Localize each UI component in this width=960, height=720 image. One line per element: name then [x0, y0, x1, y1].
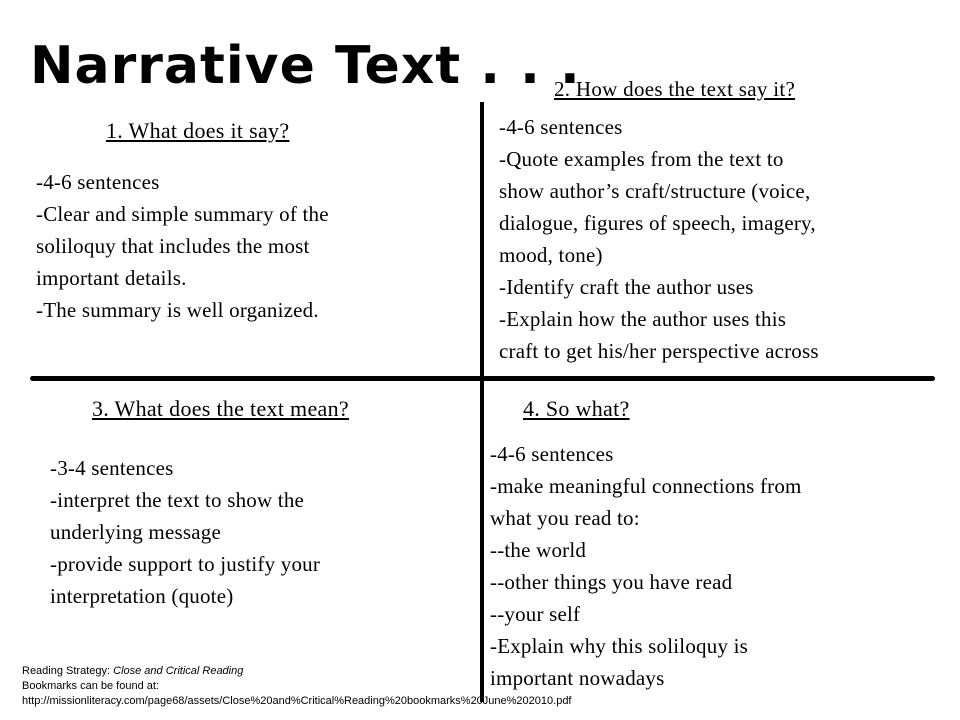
q1-line: -The summary is well organized. [36, 298, 319, 322]
footer [22, 664, 572, 709]
q3-line: interpretation (quote) [50, 584, 234, 608]
q2-heading: 2. How does the text say it? [554, 77, 796, 101]
q3-heading: 3. What does the text mean? [92, 396, 349, 421]
q1-line: important details. [36, 266, 187, 290]
footer-strategy-label: Reading Strategy: [22, 665, 111, 677]
q1-body [36, 166, 329, 326]
q2-line: -Explain how the author uses this [499, 307, 787, 331]
q2-line: show author’s craft/structure (voice, [499, 179, 811, 203]
footer-strategy-name: Close and Critical Reading [113, 665, 244, 677]
q2-line: -Quote examples from the text to [499, 147, 784, 171]
q3-line: -3-4 sentences [50, 456, 174, 480]
q3-body [50, 452, 320, 612]
q4-line: --other things you have read [490, 570, 733, 594]
q4-line: --your self [490, 602, 581, 626]
q3-line: underlying message [50, 520, 221, 544]
horizontal-divider [30, 376, 935, 381]
q1-line: -4-6 sentences [36, 170, 160, 194]
q2-line: dialogue, figures of speech, imagery, [499, 211, 816, 235]
q4-line: -4-6 sentences [490, 442, 614, 466]
q2-body [499, 111, 819, 367]
q2-line: -4-6 sentences [499, 115, 623, 139]
q1-line: soliloquy that includes the most [36, 234, 310, 258]
q2-line: mood, tone) [499, 243, 603, 267]
q4-line: -make meaningful connections from [490, 474, 802, 498]
q2-line: -Identify craft the author uses [499, 275, 754, 299]
slide-title: Narrative Text . . . [30, 36, 581, 96]
footer-bookmarks-text: Bookmarks can be found at: [22, 680, 159, 692]
q3-line: -provide support to justify your [50, 552, 321, 576]
q4-line: --the world [490, 538, 587, 562]
q1-heading: 1. What does it say? [106, 118, 290, 143]
q2-line: craft to get his/her perspective across [499, 339, 819, 363]
q4-line: -Explain why this soliloquy is [490, 634, 748, 658]
vertical-divider [480, 102, 484, 702]
q4-line: what you read to: [490, 506, 640, 530]
q4-heading: 4. So what? [523, 396, 630, 421]
footer-strategy [22, 664, 572, 679]
q3-line: -interpret the text to show the [50, 488, 305, 512]
q1-line: -Clear and simple summary of the [36, 202, 329, 226]
q4-line: important nowadays [490, 666, 665, 690]
footer-url: http://missionliteracy.com/page68/assets/Close%20and%Critical%Reading%20bookmarks%20June%202010.pdf [22, 695, 572, 707]
q4-body [490, 438, 802, 694]
